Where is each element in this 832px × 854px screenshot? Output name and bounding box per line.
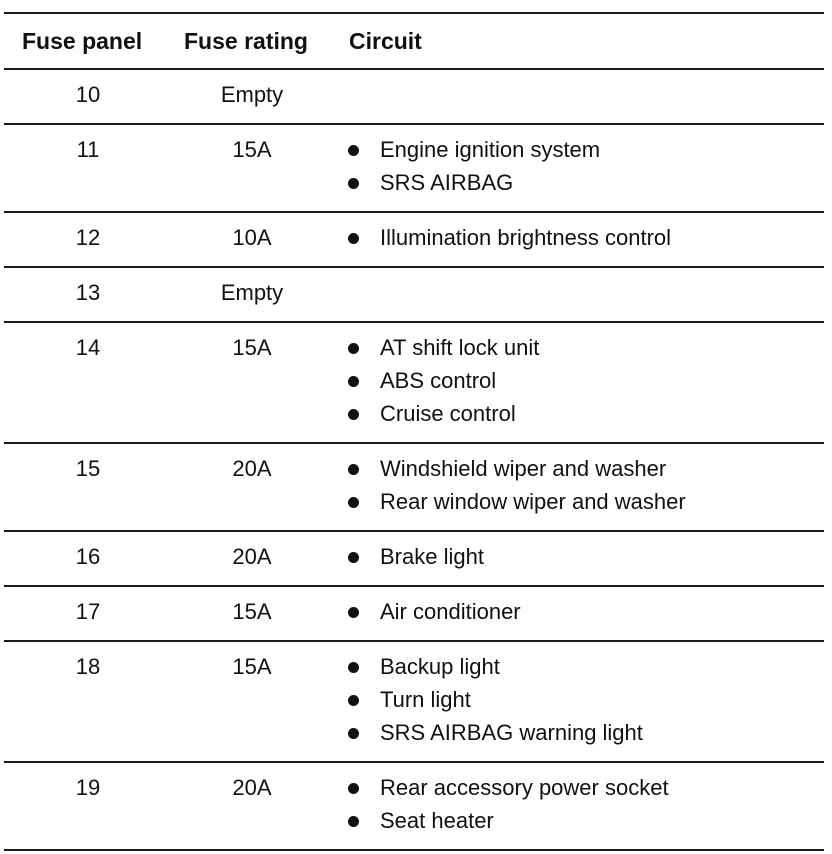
circuit-label: Cruise control <box>380 401 516 426</box>
circuit-label: Rear accessory power socket <box>380 775 669 800</box>
circuit-label: Turn light <box>380 687 471 712</box>
bullet-icon <box>348 409 359 420</box>
circuit-label: Rear window wiper and washer <box>380 489 686 514</box>
bullet-icon <box>348 552 359 563</box>
table-row <box>4 323 824 442</box>
circuit-label: SRS AIRBAG warning light <box>380 720 643 745</box>
header-fuse-rating: Fuse rating <box>184 28 308 54</box>
circuit-label: Engine ignition system <box>380 137 601 162</box>
table-row <box>4 70 824 123</box>
circuit-item <box>348 775 669 808</box>
fuse-rating-value: 15A <box>232 599 272 624</box>
table-body <box>4 70 824 851</box>
fuse-rating-value: 15A <box>232 137 272 162</box>
circuit-list <box>348 137 600 203</box>
circuit-label: ABS control <box>380 368 497 393</box>
fuse-panel-number: 16 <box>75 544 101 569</box>
bullet-icon <box>348 233 359 244</box>
table-row <box>4 763 824 849</box>
fuse-rating-value: Empty <box>220 82 284 107</box>
header-fuse-panel: Fuse panel <box>22 28 143 54</box>
fuse-panel-number: 14 <box>75 335 101 360</box>
bullet-icon <box>348 178 359 189</box>
table-row <box>4 532 824 585</box>
circuit-item <box>348 170 600 203</box>
fuse-rating-value: 20A <box>232 456 272 481</box>
circuit-item <box>348 401 539 434</box>
bullet-icon <box>348 343 359 354</box>
bullet-icon <box>348 607 359 618</box>
bullet-icon <box>348 728 359 739</box>
circuit-item <box>348 335 539 368</box>
fuse-panel-number: 18 <box>75 654 101 679</box>
table-row <box>4 213 824 266</box>
bullet-icon <box>348 662 359 673</box>
table-row <box>4 125 824 211</box>
circuit-list <box>348 599 521 632</box>
fuse-panel-number: 15 <box>75 456 101 481</box>
table-row <box>4 444 824 530</box>
bullet-icon <box>348 145 359 156</box>
circuit-list <box>348 775 669 841</box>
table-row <box>4 587 824 640</box>
fuse-panel-number: 12 <box>75 225 101 250</box>
circuit-item <box>348 599 521 632</box>
fuse-table <box>4 12 824 851</box>
circuit-label: Illumination brightness control <box>380 225 672 250</box>
circuit-label: Windshield wiper and washer <box>380 456 667 481</box>
fuse-rating-value: 20A <box>232 544 272 569</box>
circuit-item <box>348 720 643 753</box>
fuse-panel-number: 17 <box>75 599 101 624</box>
fuse-panel-number: 10 <box>75 82 101 107</box>
circuit-list <box>348 225 671 258</box>
circuit-item <box>348 544 484 577</box>
circuit-label: Seat heater <box>380 808 494 833</box>
fuse-panel-number: 19 <box>75 775 101 800</box>
circuit-item <box>348 687 643 720</box>
bullet-icon <box>348 464 359 475</box>
circuit-item <box>348 654 643 687</box>
circuit-item <box>348 808 669 841</box>
fuse-rating-value: 15A <box>232 654 272 679</box>
row-divider <box>4 849 824 851</box>
fuse-rating-value: Empty <box>220 280 284 305</box>
circuit-list <box>348 654 643 753</box>
bullet-icon <box>348 816 359 827</box>
circuit-label: Brake light <box>380 544 484 569</box>
bullet-icon <box>348 783 359 794</box>
table-header <box>4 14 824 68</box>
circuit-item <box>348 137 600 170</box>
circuit-label: SRS AIRBAG <box>380 170 514 195</box>
fuse-panel-number: 11 <box>76 137 100 162</box>
circuit-item <box>348 368 539 401</box>
circuit-item <box>348 225 671 258</box>
fuse-rating-value: 20A <box>232 775 272 800</box>
circuit-list <box>348 544 484 577</box>
circuit-list <box>348 335 539 434</box>
circuit-label: Air conditioner <box>380 599 521 624</box>
bullet-icon <box>348 497 359 508</box>
circuit-list <box>348 456 686 522</box>
bullet-icon <box>348 376 359 387</box>
circuit-label: AT shift lock unit <box>380 335 540 360</box>
fuse-rating-value: 10A <box>232 225 272 250</box>
circuit-item <box>348 456 686 489</box>
table-row <box>4 268 824 321</box>
header-circuit: Circuit <box>349 28 422 54</box>
circuit-label: Backup light <box>380 654 500 679</box>
circuit-item <box>348 489 686 522</box>
fuse-panel-number: 13 <box>75 280 101 305</box>
fuse-rating-value: 15A <box>232 335 272 360</box>
table-row <box>4 642 824 761</box>
bullet-icon <box>348 695 359 706</box>
